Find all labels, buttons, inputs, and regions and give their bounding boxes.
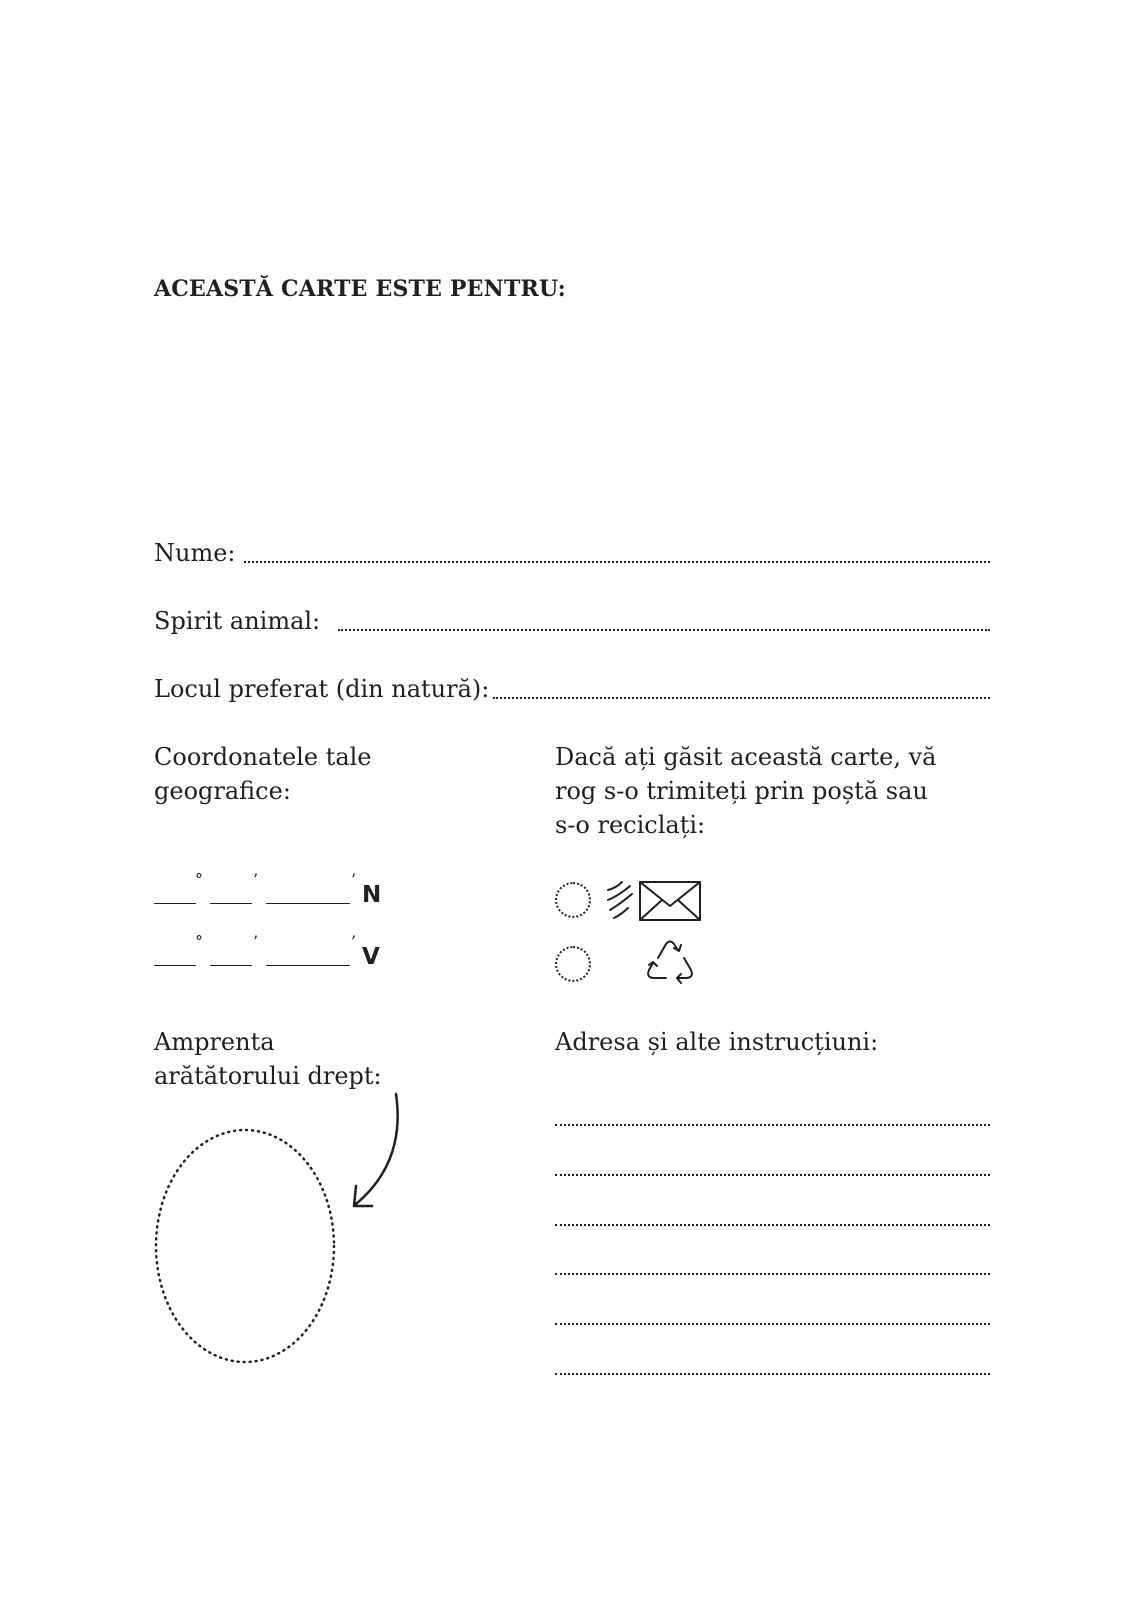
minutes-blank[interactable] (210, 903, 252, 904)
coordinates-label (154, 740, 372, 808)
minute-mark: ’ (253, 932, 259, 951)
spirit-animal-label: Spirit animal: (154, 607, 321, 635)
second-mark: ’ (351, 870, 357, 889)
fingerprint-label-line: Amprenta (154, 1028, 275, 1056)
curved-arrow-icon (340, 1092, 420, 1232)
fingerprint-label-line: arătătorului drept: (154, 1062, 382, 1090)
recycle-icon (642, 936, 698, 990)
fingerprint-label (154, 1025, 382, 1093)
address-line[interactable] (555, 1323, 990, 1325)
mail-option-checkbox[interactable] (555, 882, 591, 918)
name-dotted-line[interactable] (244, 561, 990, 563)
direction-west: V (362, 944, 380, 970)
degrees-blank[interactable] (154, 965, 196, 966)
degree-mark: ° (195, 870, 203, 889)
coordinates-label-line: geografice: (154, 777, 291, 805)
name-label: Nume: (154, 539, 236, 567)
favorite-place-field[interactable] (154, 672, 990, 706)
envelope-mail-icon (606, 878, 706, 924)
address-line[interactable] (555, 1273, 990, 1275)
address-line[interactable] (555, 1124, 990, 1126)
degree-mark: ° (195, 932, 203, 951)
favorite-place-dotted-line[interactable] (493, 697, 990, 699)
page-title: ACEASTĂ CARTE ESTE PENTRU: (154, 276, 566, 302)
found-book-line: s-o reciclați: (555, 811, 706, 839)
coordinates-label-line: Coordonatele tale (154, 743, 372, 771)
spirit-animal-field[interactable] (154, 604, 990, 638)
found-book-instructions (555, 740, 936, 842)
address-label: Adresa și alte instrucțiuni: (555, 1028, 879, 1056)
address-line[interactable] (555, 1224, 990, 1226)
fingerprint-area[interactable] (150, 1126, 340, 1366)
address-line[interactable] (555, 1373, 990, 1375)
seconds-blank[interactable] (266, 965, 350, 966)
minutes-blank[interactable] (210, 965, 252, 966)
favorite-place-label: Locul preferat (din natură): (154, 675, 490, 703)
direction-north: N (362, 882, 382, 908)
address-line[interactable] (555, 1174, 990, 1176)
latitude-row[interactable] (154, 872, 394, 908)
found-book-line: rog s-o trimiteți prin poștă sau (555, 777, 928, 805)
degrees-blank[interactable] (154, 903, 196, 904)
found-book-line: Dacă ați găsit această carte, vă (555, 743, 937, 771)
second-mark: ’ (351, 932, 357, 951)
spirit-animal-dotted-line[interactable] (338, 629, 990, 631)
seconds-blank[interactable] (266, 903, 350, 904)
longitude-row[interactable] (154, 934, 394, 970)
recycle-option-checkbox[interactable] (555, 946, 591, 982)
name-field[interactable] (154, 536, 990, 570)
minute-mark: ’ (253, 870, 259, 889)
